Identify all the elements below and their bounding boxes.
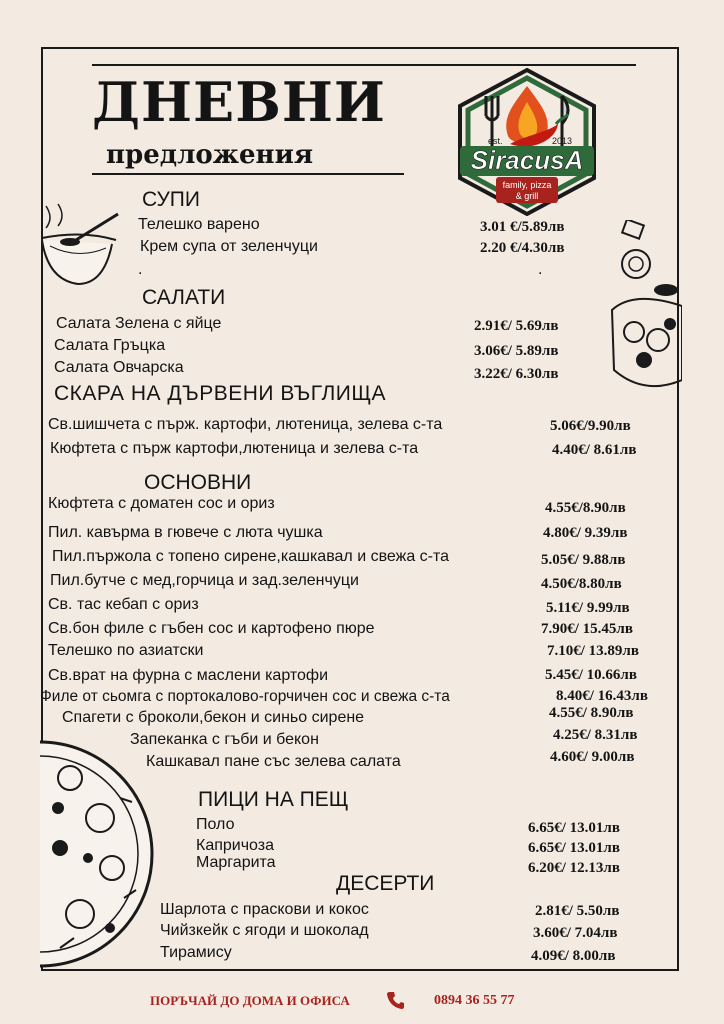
salad-item-price: 3.22€/ 6.30лв xyxy=(474,366,559,382)
section-desserts-title: ДЕСЕРТИ xyxy=(336,872,435,895)
section-grill-title: СКАРА НА ДЪРВЕНИ ВЪГЛИЩА xyxy=(54,382,387,405)
salad-item-price: 3.06€/ 5.89лв xyxy=(474,343,559,359)
main-item-name: Запеканка с гъби и бекон xyxy=(130,731,319,748)
main-item-price: 4.60€/ 9.00лв xyxy=(550,749,635,765)
main-item-price: 5.11€/ 9.99лв xyxy=(546,600,630,616)
soup-item-price: 3.01 €/5.89лв xyxy=(480,219,565,235)
pizza-item-name: Поло xyxy=(196,816,235,833)
section-pizza-title: ПИЦИ НА ПЕЩ xyxy=(198,788,349,811)
main-item-name: Св. тас кебап с ориз xyxy=(48,596,199,613)
grill-item-price: 5.06€/9.90лв xyxy=(550,418,631,434)
main-item-name: Св.врат на фурна с маслени картофи xyxy=(48,667,329,684)
pizza-item-name: Маргарита xyxy=(196,854,276,871)
soup-item-price: 2.20 €/4.30лв xyxy=(480,240,565,256)
main-item-price: 4.55€/8.90лв xyxy=(545,500,626,516)
main-item-price: 4.25€/ 8.31лв xyxy=(553,727,638,743)
main-item-price: 4.50€/8.80лв xyxy=(541,576,622,592)
page-subtitle: предложения xyxy=(106,140,314,170)
main-item-name: Пил.пържола с топено сирене,кашкавал и свежа с-та xyxy=(52,548,450,565)
grill-item-name: Кюфтета с пърж картофи,лютеница и зелева с-та xyxy=(50,440,419,457)
main-item-name: Спагети с броколи,бекон и синьо сирене xyxy=(62,709,365,726)
logo-est-text: est. xyxy=(488,136,503,146)
salad-item-name: Салата Овчарска xyxy=(54,359,184,376)
decorative-dot: . xyxy=(138,262,143,278)
phone-number[interactable]: 0894 36 55 77 xyxy=(434,993,515,1008)
main-item-price: 8.40€/ 16.43лв xyxy=(556,688,648,704)
dessert-item-name: Шарлота с праскови и кокос xyxy=(160,901,369,918)
main-item-name: Кюфтета с доматен сос и ориз xyxy=(48,495,275,512)
section-main-title: ОСНОВНИ xyxy=(144,471,252,494)
dessert-item-name: Чийзкейк с ягоди и шоколад xyxy=(160,922,369,939)
main-item-price: 7.90€/ 15.45лв xyxy=(541,621,633,637)
main-item-price: 4.55€/ 8.90лв xyxy=(549,705,634,721)
dessert-item-price: 3.60€/ 7.04лв xyxy=(533,925,618,941)
pizza-item-price: 6.65€/ 13.01лв xyxy=(528,840,620,856)
main-item-name: Пил. кавърма в гювече с люта чушка xyxy=(48,524,323,541)
salad-bowl-illustration xyxy=(604,220,682,410)
salad-item-name: Салата Зелена с яйце xyxy=(56,315,222,332)
pizza-item-name: Капричоза xyxy=(196,837,275,854)
main-item-name: Телешко по азиатски xyxy=(48,642,204,659)
order-delivery-text: ПОРЪЧАЙ ДО ДОМА И ОФИСА xyxy=(150,993,350,1008)
salad-item-price: 2.91€/ 5.69лв xyxy=(474,318,559,334)
phone-icon xyxy=(386,990,406,1010)
grill-item-name: Св.шишчета с пърж. картофи, лютеница, зелева с-та xyxy=(48,416,443,433)
grill-item-price: 4.40€/ 8.61лв xyxy=(552,442,637,458)
salad-item-name: Салата Гръцка xyxy=(54,337,166,354)
restaurant-logo xyxy=(452,66,602,216)
main-item-price: 4.80€/ 9.39лв xyxy=(543,525,628,541)
logo-tagline-2: & grill xyxy=(515,191,539,201)
logo-year-text: 2013 xyxy=(552,136,573,146)
soup-item-name: Телешко варено xyxy=(138,216,260,233)
section-salads-title: САЛАТИ xyxy=(142,286,226,309)
main-item-name: Св.бон филе с гъбен сос и картофено пюре xyxy=(48,620,375,637)
header-bottom-divider xyxy=(92,173,404,175)
logo-tagline-1: family, pizza xyxy=(502,180,552,190)
pizza-item-price: 6.20€/ 12.13лв xyxy=(528,860,620,876)
page-title: ДНЕВНИ xyxy=(92,70,386,134)
main-item-name: Кашкавал пане със зелева салата xyxy=(146,753,401,770)
main-item-name: Пил.бутче с мед,горчица и зад.зеленчуци xyxy=(50,572,359,589)
dessert-item-name: Тирамису xyxy=(160,944,232,961)
soup-item-name: Крем супа от зеленчуци xyxy=(140,238,318,255)
main-item-price: 5.45€/ 10.66лв xyxy=(545,667,637,683)
soup-bowl-illustration xyxy=(40,200,124,290)
logo-brand-text: SiracusA xyxy=(470,145,584,175)
decorative-dot: . xyxy=(538,262,543,278)
dessert-item-price: 4.09€/ 8.00лв xyxy=(531,948,616,964)
main-item-price: 7.10€/ 13.89лв xyxy=(547,643,639,659)
main-item-name: Филе от сьомга с портокалово-горчичен сос и свежа с-та xyxy=(40,688,450,705)
dessert-item-price: 2.81€/ 5.50лв xyxy=(535,903,620,919)
main-item-price: 5.05€/ 9.88лв xyxy=(541,552,626,568)
pizza-item-price: 6.65€/ 13.01лв xyxy=(528,820,620,836)
section-soups-title: СУПИ xyxy=(142,188,200,211)
pizza-illustration xyxy=(40,738,160,970)
